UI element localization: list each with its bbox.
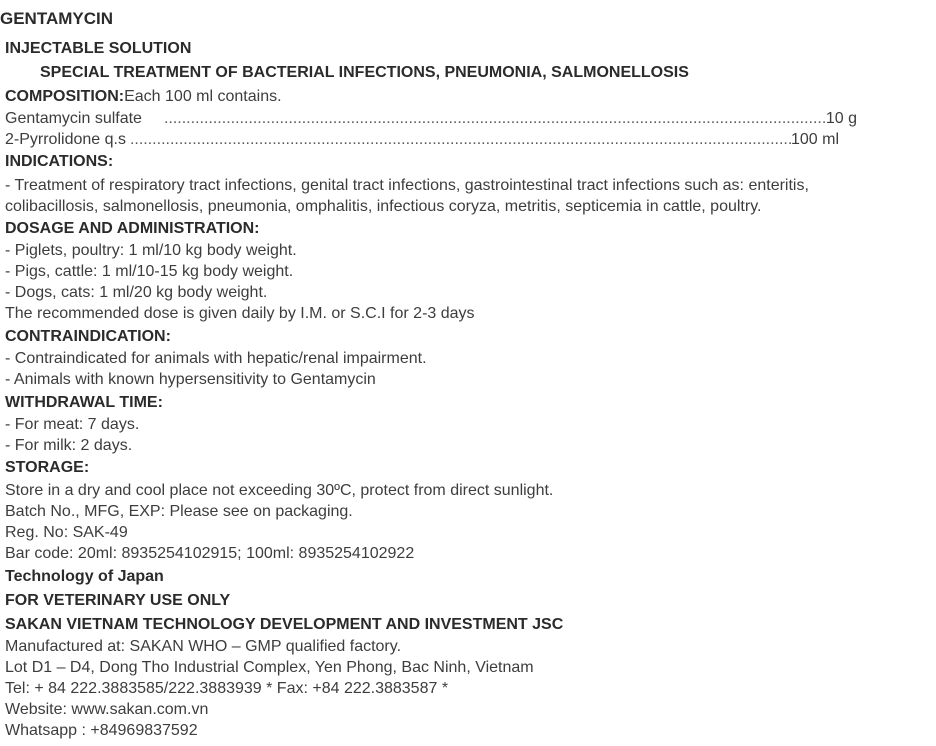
- composition-row: [5, 86, 282, 107]
- company-address: Lot D1 – D4, Dong Tho Industrial Complex, Yen Phong, Bac Ninh, Vietnam: [5, 659, 534, 676]
- product-tagline: SPECIAL TREATMENT OF BACTERIAL INFECTIONS, PNEUMONIA, SALMONELLOSIS: [40, 64, 689, 81]
- composition-intro: Each 100 ml contains.: [124, 88, 282, 105]
- dosage-line: - Piglets, poultry: 1 ml/10 kg body weight.: [5, 242, 297, 259]
- dosage-line: - Pigs, cattle: 1 ml/10-15 kg body weight.: [5, 263, 294, 280]
- product-subtitle: INJECTABLE SOLUTION: [5, 40, 192, 57]
- withdrawal-heading: WITHDRAWAL TIME:: [5, 394, 163, 411]
- composition-item: [5, 108, 857, 129]
- storage-heading: STORAGE:: [5, 459, 90, 476]
- dosage-line: The recommended dose is given daily by I.M. or S.C.I for 2-3 days: [5, 305, 475, 322]
- storage-line: Store in a dry and cool place not exceeding 30ºC, protect from direct sunlight.: [5, 482, 554, 499]
- leader-dots: [164, 108, 826, 129]
- contraindication-line: - Contraindicated for animals with hepatic/renal impairment.: [5, 350, 427, 367]
- composition-item-name: Gentamycin sulfate: [5, 110, 142, 127]
- withdrawal-line: - For milk: 2 days.: [5, 437, 133, 454]
- composition-heading: COMPOSITION:: [5, 88, 125, 105]
- technology-origin: Technology of Japan: [5, 568, 164, 585]
- registration-number: Reg. No: SAK-49: [5, 524, 128, 541]
- contraindication-line: - Animals with known hypersensitivity to Gentamycin: [5, 371, 376, 388]
- company-phone: Tel: + 84 222.3883585/222.3883939 * Fax: +84 222.3883587 *: [5, 680, 449, 697]
- company-name: SAKAN VIETNAM TECHNOLOGY DEVELOPMENT AND INVESTMENT JSC: [5, 616, 564, 633]
- storage-line: Batch No., MFG, EXP: Please see on packaging.: [5, 503, 353, 520]
- dosage-line: - Dogs, cats: 1 ml/20 kg body weight.: [5, 284, 268, 301]
- composition-item-amount: 10 g: [825, 110, 857, 127]
- veterinary-notice: FOR VETERINARY USE ONLY: [5, 592, 231, 609]
- product-title: GENTAMYCIN: [0, 9, 114, 28]
- dosage-heading: DOSAGE AND ADMINISTRATION:: [5, 220, 260, 237]
- composition-item: [5, 129, 839, 150]
- leader-dots: [130, 129, 791, 150]
- indications-line: colibacillosis, salmonellosis, pneumonia, omphalitis, infectious coryza, metritis, septicemia in cattle, poultry.: [5, 198, 762, 215]
- indications-heading: INDICATIONS:: [5, 153, 114, 170]
- company-line: Manufactured at: SAKAN WHO – GMP qualified factory.: [5, 638, 402, 655]
- contraindication-heading: CONTRAINDICATION:: [5, 328, 171, 345]
- indications-line: - Treatment of respiratory tract infections, genital tract infections, gastrointestinal tract infections such as: enteritis,: [5, 177, 809, 194]
- composition-item-amount: 100 ml: [790, 131, 839, 148]
- company-whatsapp: Whatsapp : +84969837592: [5, 722, 198, 739]
- composition-item-name: 2-Pyrrolidone q.s: [5, 131, 126, 148]
- company-website: Website: www.sakan.com.vn: [5, 701, 209, 718]
- bar-code: Bar code: 20ml: 8935254102915; 100ml: 8935254102922: [5, 545, 415, 562]
- withdrawal-line: - For meat: 7 days.: [5, 416, 140, 433]
